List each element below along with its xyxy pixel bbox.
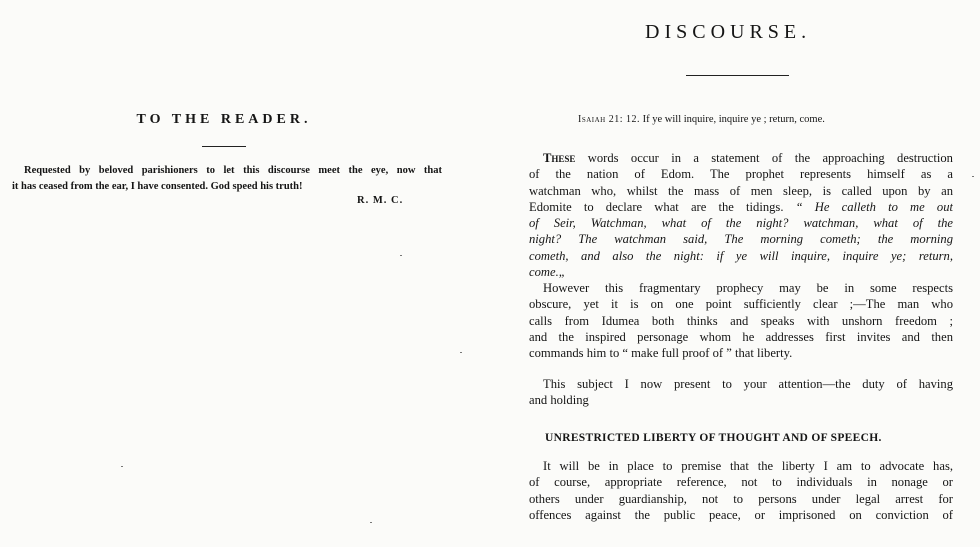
paper-speck bbox=[400, 255, 402, 256]
paragraph-1 bbox=[529, 150, 953, 280]
text-line: of course, appropriate reference, not to individuals in nonage or bbox=[529, 475, 953, 490]
paper-speck bbox=[460, 352, 462, 353]
epigraph-reference: Isaiah 21: 12. bbox=[578, 114, 640, 125]
preface-text bbox=[12, 163, 442, 195]
paragraph-3 bbox=[529, 376, 953, 409]
text-line: others under guardianship, not to persons under legal arrest for bbox=[529, 491, 953, 506]
text-line: watchman who, whilst the mass of men sleep, is called upon by an bbox=[529, 183, 953, 198]
text-span: words occur in a statement of the approaching destruction bbox=[587, 151, 953, 165]
left-page bbox=[0, 0, 470, 547]
text-line bbox=[529, 199, 953, 215]
text-line: of the nation of Edom. The prophet represents himself as a bbox=[529, 167, 953, 182]
section-heading: UNRESTRICTED LIBERTY OF THOUGHT AND OF SPEECH. bbox=[545, 432, 882, 444]
right-page bbox=[490, 0, 980, 547]
paper-speck bbox=[370, 522, 372, 523]
reader-title: TO THE READER. bbox=[136, 112, 312, 127]
text-line bbox=[529, 150, 953, 166]
text-line: and the inspired personage whom he addresses first invites and then bbox=[529, 329, 953, 344]
title-rule bbox=[686, 75, 789, 76]
paragraph-4 bbox=[529, 458, 953, 523]
text-line: However this fragmentary prophecy may be in some respects bbox=[543, 281, 953, 295]
text-span: Edomite to declare what are the tidings. bbox=[529, 199, 784, 214]
quote-span: “ He calleth to me out bbox=[795, 199, 953, 214]
text-line: and holding bbox=[529, 393, 589, 408]
text-line: of Seir, Watchman, what of the night? watchman, what of the bbox=[529, 216, 953, 231]
epigraph bbox=[578, 114, 825, 125]
text-line: offences against the public peace, or imprisoned on conviction of bbox=[529, 507, 953, 522]
signature: R. M. C. bbox=[357, 195, 404, 206]
preface-line: it has ceased from the ear, I have consented. God speed his truth! bbox=[12, 181, 303, 192]
text-line: cometh, and also the night: if ye will inquire, inquire ye; return, bbox=[529, 248, 953, 263]
epigraph-text: If ye will inquire, inquire ye ; return, come. bbox=[642, 114, 825, 125]
text-line: night? The watchman said, The morning cometh; the morning bbox=[529, 232, 953, 247]
text-line: calls from Idumea both thinks and speaks with unshorn freedom ; bbox=[529, 313, 953, 328]
paper-speck bbox=[972, 176, 974, 177]
paragraph-2 bbox=[529, 280, 953, 361]
text-line: commands him to “ make full proof of ” that liberty. bbox=[529, 346, 793, 361]
preface-line: Requested by beloved parishioners to let this discourse meet the eye, now that bbox=[24, 165, 442, 176]
text-line: This subject I now present to your attention—the duty of having bbox=[543, 377, 953, 391]
paper-speck bbox=[121, 466, 123, 467]
discourse-title: DISCOURSE. bbox=[645, 21, 812, 43]
lead-word: These bbox=[543, 151, 576, 165]
title-rule bbox=[202, 146, 246, 147]
text-line: It will be in place to premise that the liberty I am to advocate has, bbox=[543, 459, 953, 473]
text-line: come.„ bbox=[529, 265, 566, 280]
text-line: obscure, yet it is on one point sufficiently clear ;—The man who bbox=[529, 297, 953, 312]
